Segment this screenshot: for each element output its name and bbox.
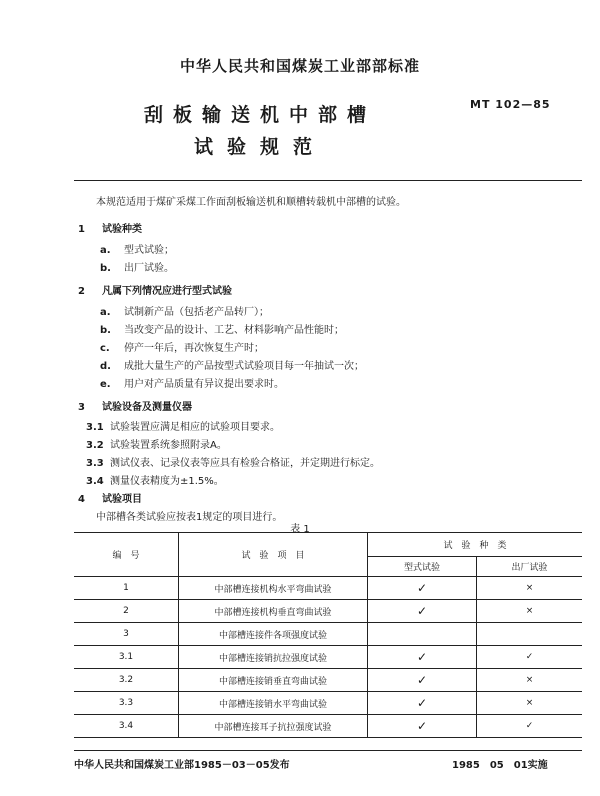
section-2-heading: 2 凡属下列情况应进行型式试验 [78, 286, 232, 297]
table-row: 3.3 中部槽连接销水平弯曲试验 ✓ × [74, 692, 582, 715]
section-4-heading: 4 试验项目 [78, 494, 142, 505]
footer-rule [74, 750, 582, 751]
header-item: 试 验 项 目 [179, 533, 368, 577]
table-row: 2 中部槽连接机构垂直弯曲试验 ✓ × [74, 600, 582, 623]
header-factory-test: 出厂试验 [477, 557, 583, 577]
list-item: d. 成批大量生产的产品按型式试验项目每一年抽试一次； [100, 361, 364, 372]
table-row: 3 中部槽连接件各项强度试验 [74, 623, 582, 646]
list-item: a. 型式试验； [100, 245, 174, 256]
list-item: e. 用户对产品质量有异议提出要求时。 [100, 379, 284, 390]
list-item: 3.3 测试仪表、记录仪表等应具有检验合格证，并定期进行标定。 [86, 458, 380, 469]
list-item: c. 停产一年后，再次恢复生产时； [100, 343, 264, 354]
effective-date: 1985 05 01实施 [452, 760, 548, 771]
table-row: 3.2 中部槽连接销垂直弯曲试验 ✓ × [74, 669, 582, 692]
list-item: 3.4 测量仪表精度为±1.5%。 [86, 476, 224, 487]
table-caption: 表 1 [290, 524, 310, 535]
section-1-heading: 1 试验种类 [78, 224, 142, 235]
table-row: 1 中部槽连接机构水平弯曲试验 ✓ × [74, 577, 582, 600]
header-type-test: 型式试验 [368, 557, 477, 577]
header-kind: 试 验 种 类 [368, 533, 583, 557]
list-item: 3.2 试验装置系统参照附录A。 [86, 440, 227, 451]
publish-date: 中华人民共和国煤炭工业部1985－03－05发布 [74, 760, 290, 771]
list-item: 3.1 试验装置应满足相应的试验项目要求。 [86, 422, 280, 433]
section-4-text: 中部槽各类试验应按表1规定的项目进行。 [96, 512, 283, 523]
standard-number: MT 102—85 [470, 98, 551, 111]
section-3-heading: 3 试验设备及测量仪器 [78, 402, 192, 413]
org-title: 中华人民共和国煤炭工业部部标准 [179, 57, 420, 75]
table-row: 3.4 中部槽连接耳子抗拉强度试验 ✓ ✓ [74, 715, 582, 738]
list-item: b. 当改变产品的设计、工艺、材料影响产品性能时； [100, 325, 344, 336]
list-item: b. 出厂试验。 [100, 263, 174, 274]
header-no: 编 号 [74, 533, 179, 577]
document-subtitle: 试验规范 [193, 136, 326, 158]
table-row: 3.1 中部槽连接销抗拉强度试验 ✓ ✓ [74, 646, 582, 669]
test-items-table [74, 532, 582, 738]
header-rule [74, 180, 582, 181]
document-title: 刮板输送机中部槽 [143, 104, 376, 126]
list-item: a. 试制新产品（包括老产品转厂）； [100, 307, 269, 318]
intro-paragraph: 本规范适用于煤矿采煤工作面刮板输送机和顺槽转载机中部槽的试验。 [96, 197, 406, 208]
